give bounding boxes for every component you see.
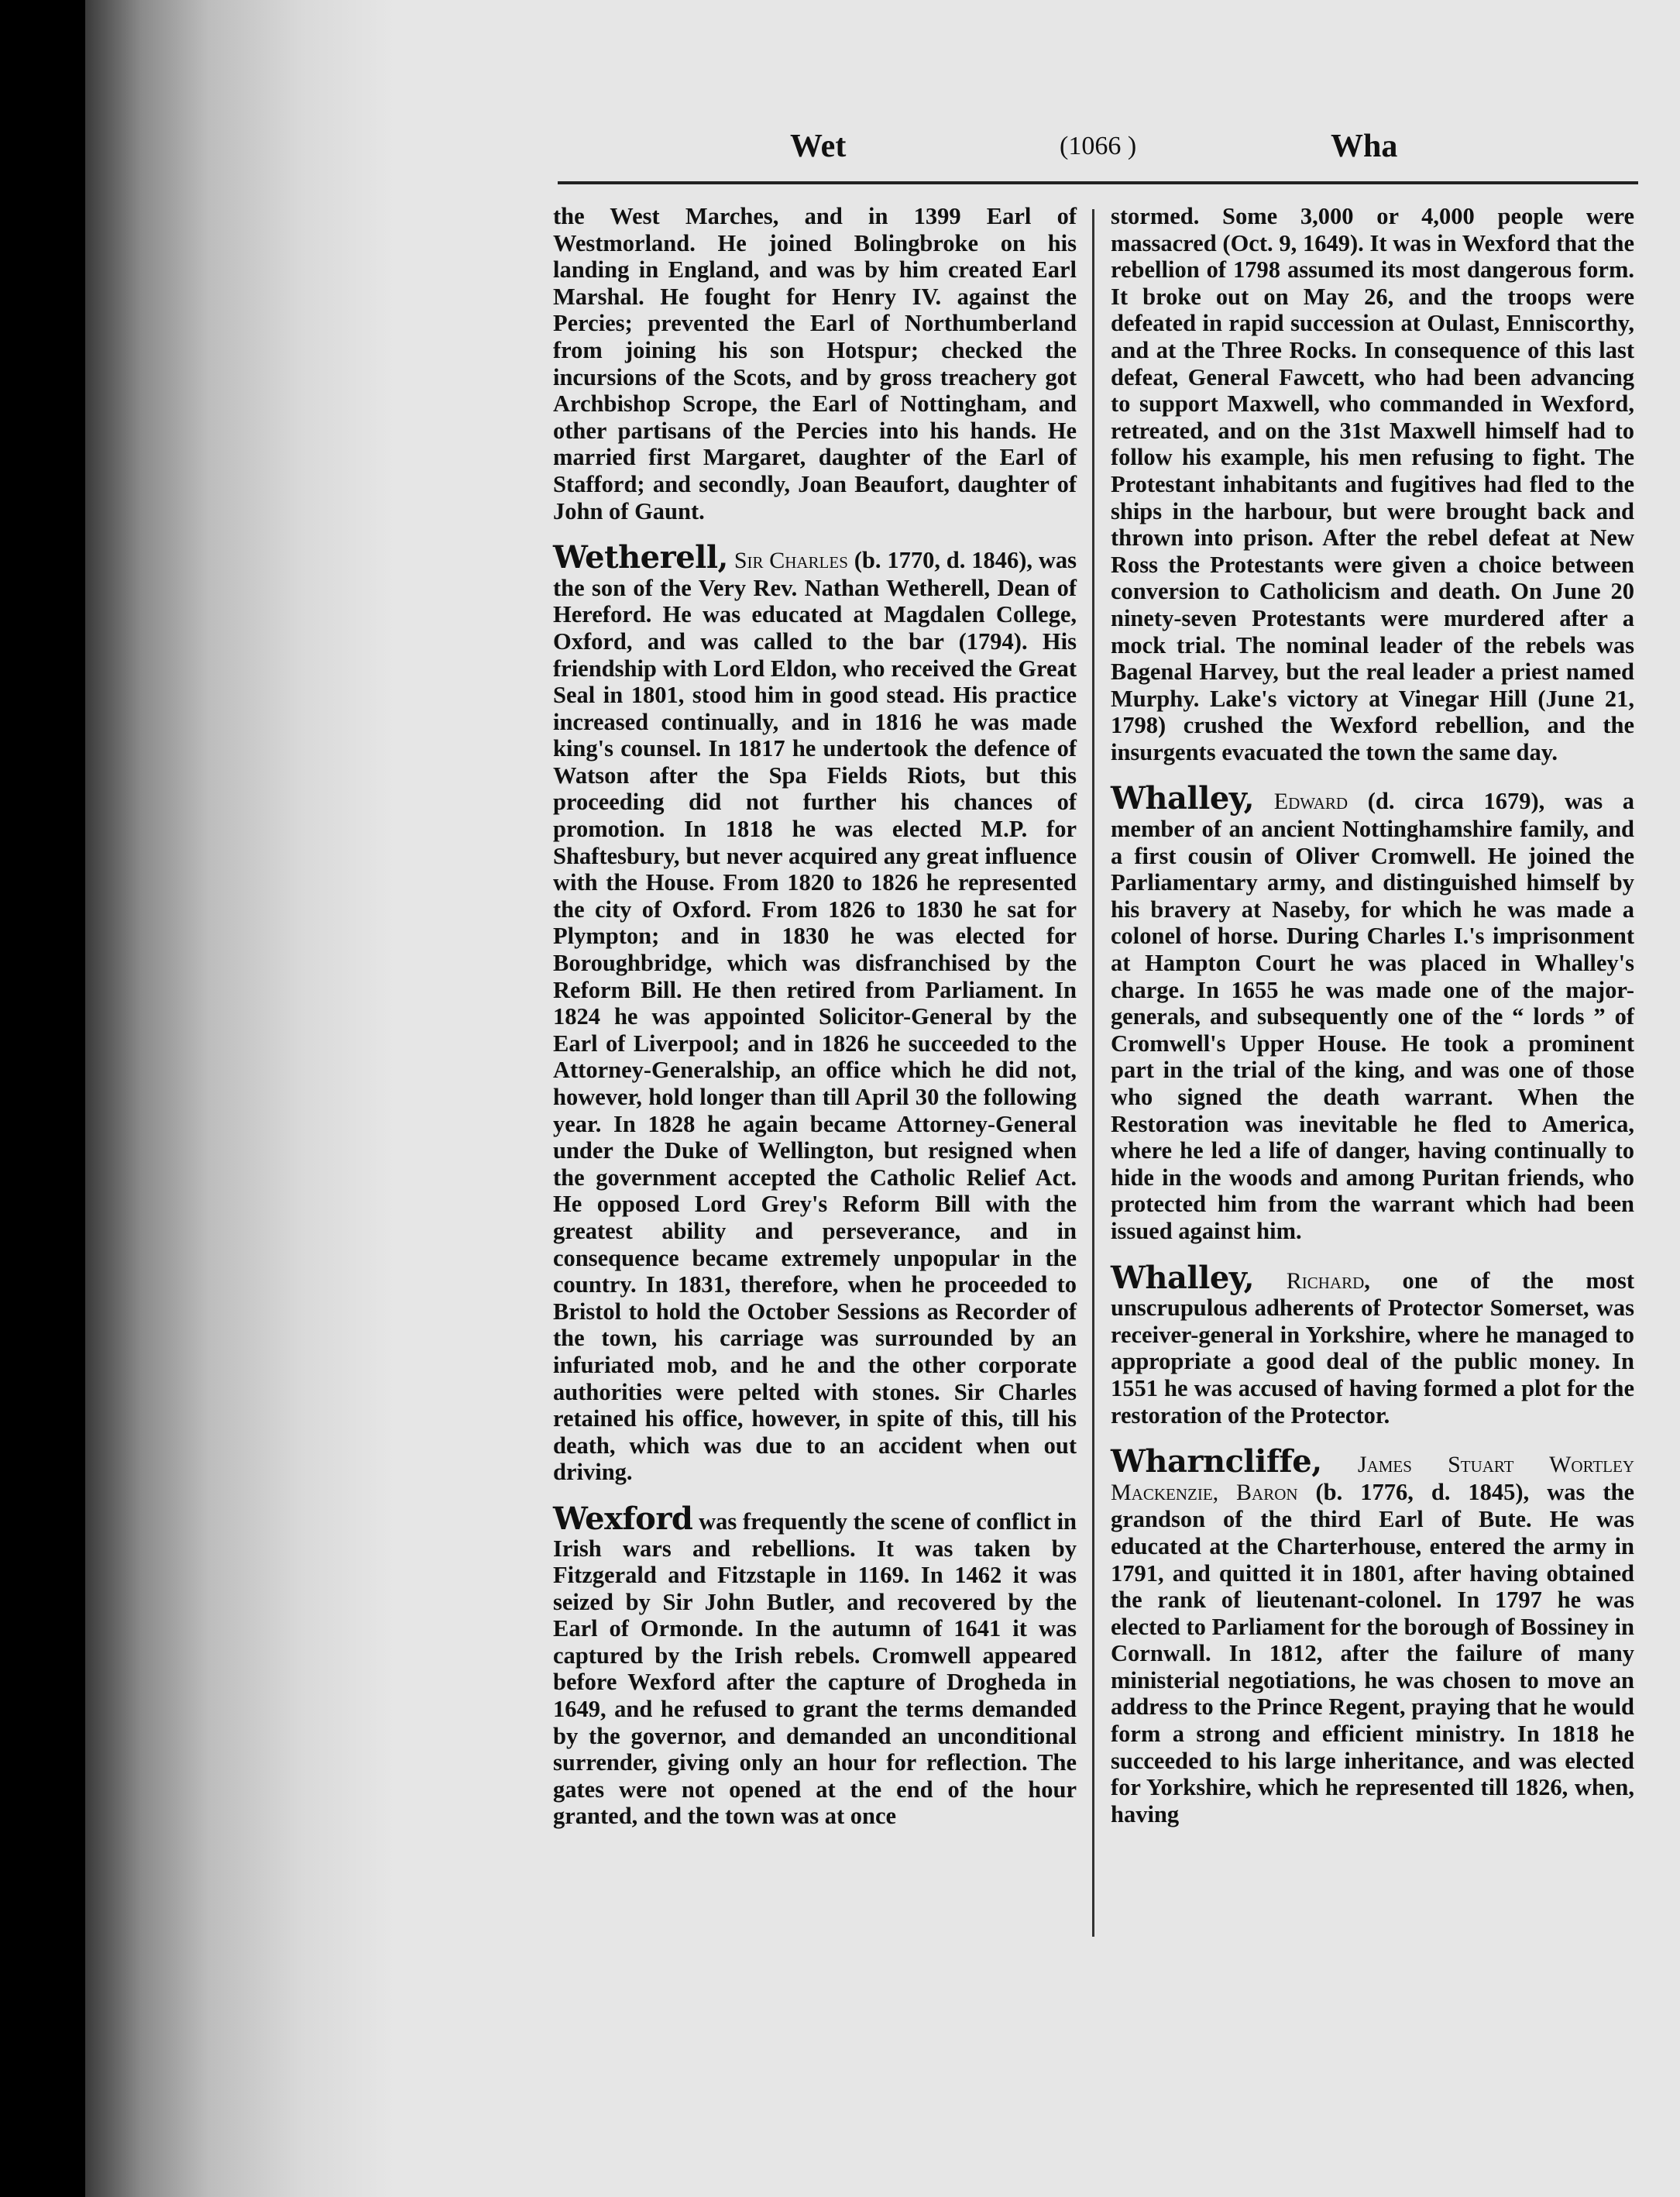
entry-headword: Wharncliffe,	[1111, 1443, 1322, 1480]
entry-body: , one of the most unscrupulous adherents of Protector Somerset, was receiver-general in Yorkshire, where he managed to appropriate a good deal of the public money. In 1551 he was accused of having formed a plot for the restoration of the Protector.	[1111, 1267, 1635, 1429]
entry-name: Richard	[1286, 1267, 1365, 1294]
entry-headword: Whalley,	[1111, 780, 1255, 817]
right-column	[1111, 203, 1634, 1827]
entry-headword: Wexford	[553, 1500, 693, 1537]
entry-name: James Stuart Wortley Mackenzie, Baron	[1111, 1452, 1634, 1505]
entry-body: (b. 1776, d. 1845), was the grandson of the third Earl of Bute. He was educated at the Charterhouse, entered the army in 1791, and quitted it in 1801, after having obtained the rank of lieutenant-colonel. In 1797 he was elected to Parliament for the borough of Bossiney in Cornwall. In 1812, after the failure of many ministerial negotiations, he was chosen to move an address to the Prince Regent, praying that he would form a strong and efficient ministry. In 1818 he succeeded to his large inheritance, and was elected for Yorkshire, which he represented till 1826, when, having	[1111, 1478, 1634, 1827]
entry-name: Edward	[1273, 789, 1348, 815]
page-number: (1066 )	[1060, 132, 1137, 160]
entry-body: was frequently the scene of conflict in Irish wars and rebellions. It was taken by Fitzgerald and Fitzstaple in 1169. In 1462 it was seized by Sir John Butler, and recovered by the Earl of Ormonde. In the autumn of 1641 it was captured by the Irish rebels. Cromwell appeared before Wexford after the capture of Drogheda in 1649, and he refused to grant the terms demanded by the governor, and demanded an unconditional surrender, giving only an hour for reflection. The gates were not opened at the end of the hour granted, and the town was at once	[553, 1508, 1077, 1830]
column-divider	[1092, 209, 1094, 1937]
entry-headword: Whalley,	[1111, 1259, 1255, 1296]
header-rule	[558, 181, 1638, 184]
entry-headword: Wetherell,	[553, 539, 728, 576]
left-column	[553, 203, 1077, 1830]
page-binding-shadow	[85, 0, 395, 2197]
entry-name: Sir Charles	[733, 548, 848, 574]
entry-body: (d. circa 1679), was a member of an ancient Nottinghamshire family, and a first cousin of Oliver Cromwell. He joined the Parliamentary army, and distinguished himself by his bravery at Naseby, for which he was made a colonel of horse. During Charles I.'s imprisonment at Hampton Court he was placed in Whalley's charge. In 1655 he was made one of the major-generals, and subsequently one of the “ lords ” of Cromwell's Upper House. He took a prominent part in the trial of the king, and was one of those who signed the death warrant. When the Restoration was inevitable he fled to America, where he led a life of danger, having continually to hide in the woods and among Puritan friends, who protected him from the warrant which had been issued against him.	[1111, 788, 1634, 1244]
entry-wetherell	[553, 539, 1077, 1486]
entry-whalley-edward	[1111, 780, 1634, 1244]
entry-whalley-richard	[1111, 1259, 1635, 1429]
continuation-text: stormed. Some 3,000 or 4,000 people were massacred (Oct. 9, 1649). It was in Wexford that the rebellion of 1798 assumed its most dangerous form. It broke out on May 26, and the troops were defeated in rapid succession at Oulast, Enniscorthy, and at the Three Rocks. In consequence of this last defeat, General Fawcett, who had been advancing to support Maxwell, who commanded in Wexford, retreated, and on the 31st Maxwell himself had to follow his example, his men refusing to fight. The Protestant inhabitants and fugitives had fled to the ships in the harbour, but were brought back and thrown into prison. After the rebel defeat at New Ross the Protestants were given a choice between conversion to Catholicism and death. On June 20 ninety-seven Protestants were murdered after a mock trial. The nominal leader of the rebels was Bagenal Harvey, but the real leader a priest named Murphy. Lake's victory at Vinegar Hill (June 21, 1798) crushed the Wexford rebellion, and the insurgents evacuated the town the same day.	[1111, 203, 1634, 765]
entry-wexford	[553, 1500, 1077, 1830]
continuation-text: the West Marches, and in 1399 Earl of Westmorland. He joined Bolingbroke on his landing in England, and was by him created Earl Marshal. He fought for Henry IV. against the Percies; prevented the Earl of Northumberland from joining his son Hotspur; checked the incursions of the Scots, and by gross treachery got Archbishop Scrope, the Earl of Nottingham, and other partisans of the Percies into his hands. He married first Margaret, daughter of the Earl of Stafford; and secondly, Joan Beaufort, daughter of John of Gaunt.	[553, 203, 1077, 524]
running-head-left: Wet	[790, 129, 847, 164]
entry-wharncliffe	[1111, 1443, 1634, 1827]
entry-body: (b. 1770, d. 1846), was the son of the Very Rev. Nathan Wetherell, Dean of Hereford. He was educated at Magdalen College, Oxford, and was called to the bar (1794). His friendship with Lord Eldon, who received the Great Seal in 1801, stood him in good stead. His practice increased continually, and in 1816 he was made king's counsel. In 1817 he undertook the defence of Watson after the Spa Fields Riots, but this proceeding did not further his chances of promotion. In 1818 he was elected M.P. for Shaftesbury, but never acquired any great influence with the House. From 1820 to 1826 he represented the city of Oxford. From 1826 to 1830 he sat for Plympton; and in 1830 he was elected for Boroughbridge, which was disfranchised by the Reform Bill. He then retired from Parliament. In 1824 he was appointed Solicitor-General by the Earl of Liverpool; and in 1826 he succeeded to the Attorney-Generalship, an office which he did not, however, hold longer than till April 30 the following year. In 1828 he again became Attorney-General under the Duke of Wellington, but resigned when the government accepted the Catholic Relief Act. He opposed Lord Grey's Reform Bill with the greatest ability and perseverance, and in consequence became extremely unpopular in the country. In 1831, therefore, when he proceeded to Bristol to hold the October Sessions as Recorder of the town, his carriage was surrounded by an infuriated mob, and he and the other corporate authorities were pelted with stones. Sir Charles retained his office, however, in spite of this, till his death, which was due to an accident when out driving.	[553, 547, 1077, 1486]
running-head-right: Wha	[1331, 129, 1398, 164]
